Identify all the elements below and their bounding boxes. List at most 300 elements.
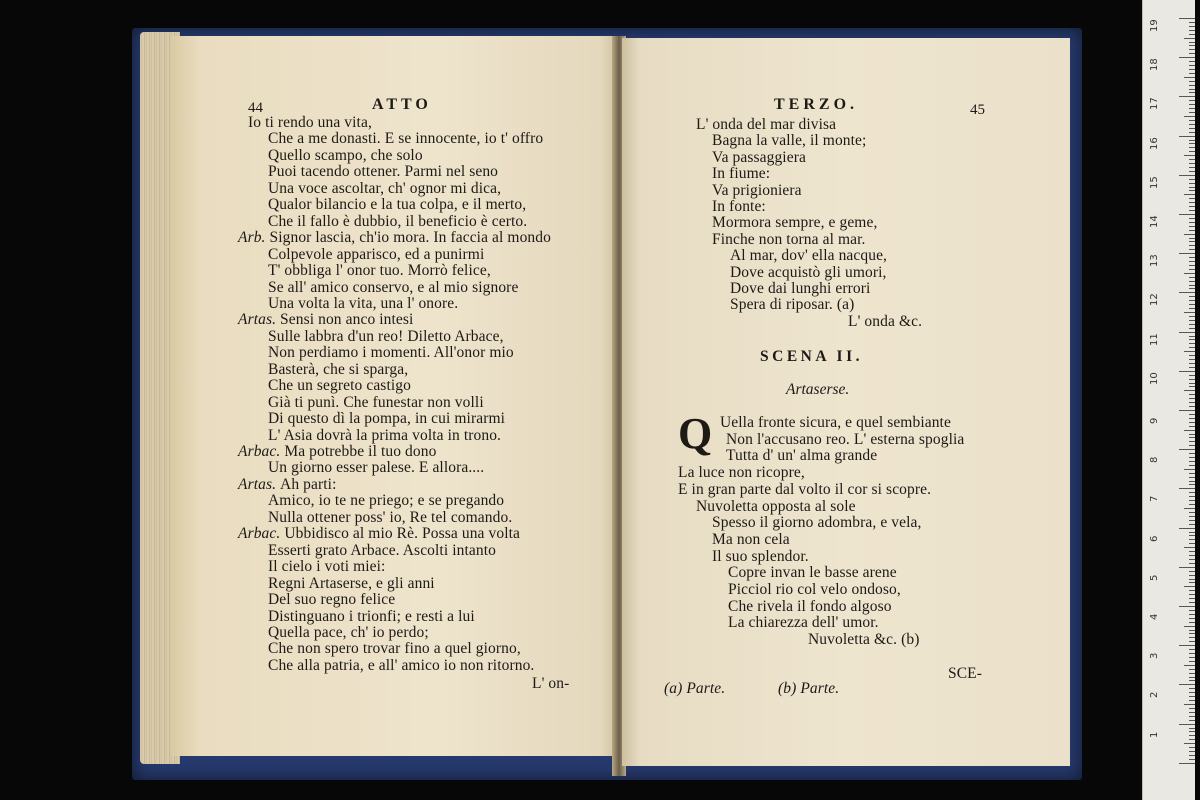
ruler-tick	[1189, 30, 1195, 31]
ruler-tick	[1184, 116, 1195, 117]
verse-text: Distinguano i trionfi; e resti a lui	[268, 607, 475, 625]
verse-text: Se all' amico conservo, e al mio signore	[268, 278, 519, 296]
verse-text: Che non spero trovar fino a quel giorno,	[268, 640, 521, 658]
right-running-header: TERZO.	[774, 96, 859, 113]
aria-line: Va passaggiera	[712, 148, 806, 166]
ruler-tick	[1189, 481, 1195, 482]
ruler-tick	[1189, 559, 1195, 560]
ruler-tick	[1179, 175, 1195, 176]
ruler-tick	[1189, 477, 1195, 478]
speaker-label: Artas.	[238, 311, 281, 329]
left-text-line	[268, 296, 458, 312]
left-catchword: L' on-	[532, 675, 570, 692]
ruler-tick	[1189, 755, 1195, 756]
aria-line: Al mar, dov' ella nacque,	[730, 247, 888, 265]
ruler-tick	[1189, 265, 1195, 266]
aria-line: In fiume:	[712, 165, 771, 183]
left-text-line	[268, 411, 505, 427]
ruler-tick	[1189, 112, 1195, 113]
left-text-line	[268, 493, 504, 509]
ruler-tick	[1179, 763, 1195, 764]
ruler-tick	[1189, 187, 1195, 188]
ruler-tick	[1189, 179, 1195, 180]
ruler-tick	[1189, 673, 1195, 674]
ruler-tick	[1189, 582, 1195, 583]
left-text-line	[238, 526, 520, 542]
scene-line: Ma non cela	[712, 530, 790, 548]
ruler-tick	[1189, 171, 1195, 172]
verse-text: Una voce ascoltar, ch' ognor mi dica,	[268, 179, 502, 197]
ruler-number: 2	[1149, 692, 1160, 699]
ruler-tick	[1189, 575, 1195, 576]
verse-text: Quello scampo, che solo	[268, 146, 423, 164]
ruler-tick	[1179, 96, 1195, 97]
ruler-number: 6	[1149, 535, 1160, 542]
ruler-tick	[1189, 543, 1195, 544]
ruler-tick	[1189, 143, 1195, 144]
ruler-tick	[1189, 140, 1195, 141]
ruler-tick	[1189, 398, 1195, 399]
left-text-line	[268, 625, 429, 641]
left-text-line	[238, 230, 551, 246]
ruler-tick	[1189, 563, 1195, 564]
left-text-line	[268, 345, 514, 361]
ruler-tick	[1189, 524, 1195, 525]
ruler-tick	[1189, 355, 1195, 356]
verse-text: Nulla ottener poss' io, Re tel comando.	[268, 508, 513, 526]
left-text-line	[268, 214, 527, 230]
left-page-number: 44	[248, 100, 263, 116]
left-text-line	[268, 576, 435, 592]
ruler-tick	[1189, 512, 1195, 513]
aria-line: L' onda del mar divisa	[696, 116, 837, 133]
ruler-tick	[1189, 61, 1195, 62]
ruler-tick	[1189, 151, 1195, 152]
ruler-tick	[1189, 492, 1195, 493]
ruler-tick	[1189, 281, 1195, 282]
ruler-tick	[1179, 18, 1195, 19]
ruler-tick	[1189, 300, 1195, 301]
left-text-line	[268, 131, 543, 147]
ruler-tick	[1189, 120, 1195, 121]
ruler-tick	[1189, 100, 1195, 101]
right-catchword: SCE-	[948, 665, 982, 682]
ruler-tick	[1189, 42, 1195, 43]
ruler-tick	[1189, 728, 1195, 729]
ruler-tick	[1179, 724, 1195, 725]
left-text-line	[268, 378, 411, 394]
ruler-tick	[1189, 328, 1195, 329]
ruler-tick	[1189, 688, 1195, 689]
left-text-line	[268, 592, 395, 608]
ruler-tick	[1189, 183, 1195, 184]
ruler-number: 13	[1149, 254, 1160, 268]
left-text-line	[248, 115, 372, 131]
ruler-tick	[1189, 347, 1195, 348]
ruler-tick	[1184, 273, 1195, 274]
verse-text: Del suo regno felice	[268, 591, 396, 609]
ruler-tick	[1179, 332, 1195, 333]
ruler-number: 1	[1149, 731, 1160, 738]
left-text-line	[268, 164, 498, 180]
ruler-tick	[1189, 751, 1195, 752]
ruler-tick	[1189, 257, 1195, 258]
ruler-tick	[1184, 743, 1195, 744]
scene-line: La chiarezza dell' umor.	[728, 614, 879, 632]
ruler-tick	[1189, 230, 1195, 231]
ruler-tick	[1189, 618, 1195, 619]
aria-line: Dove dai lunghi errori	[730, 280, 871, 297]
ruler-tick	[1189, 53, 1195, 54]
ruler-tick	[1189, 92, 1195, 93]
scene-line: Il suo splendor.	[712, 547, 809, 565]
ruler-tick	[1189, 163, 1195, 164]
ruler-tick	[1189, 641, 1195, 642]
ruler-tick	[1189, 45, 1195, 46]
left-text-line	[268, 609, 475, 625]
ruler-tick	[1184, 626, 1195, 627]
verse-text: Sensi non anco intesi	[280, 311, 414, 329]
ruler-tick	[1184, 390, 1195, 391]
ruler-tick	[1189, 747, 1195, 748]
ruler-tick	[1189, 712, 1195, 713]
scene-line: Copre invan le basse arene	[728, 564, 897, 582]
ruler-tick	[1189, 657, 1195, 658]
ruler-tick	[1179, 488, 1195, 489]
verse-text: T' obbliga l' onor tuo. Morrò felice,	[268, 262, 491, 280]
left-text-line	[238, 444, 436, 460]
ruler-number: 15	[1149, 176, 1160, 189]
ruler-tick	[1179, 57, 1195, 58]
aria-line: Mormora sempre, e geme,	[712, 214, 878, 232]
ruler-tick	[1189, 206, 1195, 207]
ruler-tick	[1189, 226, 1195, 227]
ruler-tick	[1189, 496, 1195, 497]
left-text-line	[268, 148, 423, 164]
ruler-tick	[1189, 426, 1195, 427]
ruler-tick	[1189, 324, 1195, 325]
right-page	[622, 38, 1070, 766]
aria-line: Bagna la valle, il monte;	[712, 132, 867, 150]
left-text-line	[268, 362, 408, 378]
scene-title: SCENA II.	[760, 348, 863, 365]
ruler-tick	[1189, 296, 1195, 297]
ruler-tick	[1189, 210, 1195, 211]
ruler-tick	[1189, 49, 1195, 50]
ruler-tick	[1189, 198, 1195, 199]
left-running-header: ATTO	[372, 96, 432, 113]
aria-line: Dove acquistò gli umori,	[730, 263, 887, 281]
ruler-tick	[1189, 285, 1195, 286]
left-text-line	[238, 312, 413, 328]
ruler-tick	[1189, 316, 1195, 317]
left-text-line	[268, 329, 504, 345]
verse-text: Che alla patria, e all' amico io non ritorno.	[268, 656, 535, 674]
left-text-line	[268, 658, 534, 674]
ruler-tick	[1189, 104, 1195, 105]
ruler-tick	[1189, 261, 1195, 262]
verse-text: Non perdiamo i momenti. All'onor mio	[268, 344, 514, 362]
ruler-tick	[1179, 371, 1195, 372]
ruler-number: 18	[1149, 58, 1160, 72]
ruler-tick	[1189, 473, 1195, 474]
ruler-tick	[1189, 649, 1195, 650]
left-text-line	[238, 477, 336, 493]
ruler-tick	[1189, 414, 1195, 415]
ruler-tick	[1189, 555, 1195, 556]
ruler-tick	[1179, 292, 1195, 293]
left-text-line	[268, 280, 518, 296]
verse-text: Amico, io te ne priego; e se pregando	[268, 492, 505, 510]
ruler-tick	[1189, 73, 1195, 74]
ruler-tick	[1189, 739, 1195, 740]
ruler-tick	[1189, 445, 1195, 446]
ruler-tick	[1184, 234, 1195, 235]
ruler-tick	[1189, 367, 1195, 368]
ruler-tick	[1189, 202, 1195, 203]
ruler-tick	[1189, 89, 1195, 90]
measurement-ruler	[1142, 0, 1195, 800]
speaker-label: Arb.	[238, 229, 270, 247]
ruler-tick	[1189, 383, 1195, 384]
ruler-tick	[1189, 579, 1195, 580]
ruler-tick	[1189, 696, 1195, 697]
verse-text: Che il fallo è dubbio, il beneficio è certo.	[268, 212, 528, 230]
aria-line: Va prigioniera	[712, 181, 802, 199]
ruler-number: 19	[1149, 19, 1160, 32]
ruler-number: 3	[1149, 652, 1160, 660]
verse-text: Di questo dì la pompa, in cui mirarmi	[268, 410, 506, 428]
ruler-tick	[1189, 731, 1195, 732]
ruler-tick	[1189, 465, 1195, 466]
ruler-tick	[1189, 453, 1195, 454]
ruler-tick	[1189, 720, 1195, 721]
speaker-label: Arbac.	[238, 525, 285, 543]
verse-text: Un giorno esser palese. E allora....	[268, 459, 485, 477]
ruler-tick	[1189, 304, 1195, 305]
left-text-line	[268, 559, 385, 575]
verse-text: Qualor bilancio e la tua colpa, e il merto,	[268, 196, 527, 214]
ruler-tick	[1179, 136, 1195, 137]
verse-text: Già ti punì. Che funestar non volli	[268, 393, 484, 411]
left-text-line	[268, 543, 496, 559]
ruler-number: 4	[1149, 613, 1160, 620]
ruler-tick	[1184, 312, 1195, 313]
verse-text: Esserti grato Arbace. Ascolti intanto	[268, 541, 496, 559]
ruler-tick	[1179, 528, 1195, 529]
ruler-tick	[1184, 351, 1195, 352]
ruler-tick	[1189, 551, 1195, 552]
ruler-tick	[1179, 645, 1195, 646]
ruler-tick	[1184, 665, 1195, 666]
ruler-tick	[1179, 449, 1195, 450]
ruler-tick	[1189, 34, 1195, 35]
ruler-tick	[1189, 124, 1195, 125]
ruler-number: 8	[1149, 456, 1160, 464]
left-page	[170, 36, 618, 756]
ruler-tick	[1189, 418, 1195, 419]
ruler-tick	[1189, 484, 1195, 485]
ruler-tick	[1189, 336, 1195, 337]
ruler-tick	[1179, 410, 1195, 411]
ruler-tick	[1184, 194, 1195, 195]
ruler-tick	[1189, 680, 1195, 681]
ruler-tick	[1189, 108, 1195, 109]
ruler-tick	[1184, 430, 1195, 431]
ruler-tick	[1189, 238, 1195, 239]
ruler-number: 12	[1149, 293, 1160, 307]
ruler-tick	[1189, 65, 1195, 66]
left-text-line	[268, 263, 491, 279]
scene-character: Artaserse.	[786, 381, 850, 398]
ruler-tick	[1184, 155, 1195, 156]
scene-line: La luce non ricopre,	[678, 464, 805, 482]
ruler-tick	[1189, 661, 1195, 662]
verse-text: Puoi tacendo ottener. Parmi nel seno	[268, 163, 499, 181]
ruler-number: 9	[1149, 417, 1160, 424]
verse-text: Quella pace, ch' io perdo;	[268, 623, 429, 641]
ruler-number: 11	[1149, 332, 1160, 346]
ruler-tick	[1189, 386, 1195, 387]
ruler-tick	[1189, 22, 1195, 23]
ruler-tick	[1189, 571, 1195, 572]
footnote-a: (a) Parte.	[664, 680, 726, 697]
ruler-tick	[1189, 320, 1195, 321]
ruler-tick	[1189, 516, 1195, 517]
ruler-tick	[1189, 614, 1195, 615]
verse-text: Colpevole apparisco, ed a punirmi	[268, 245, 485, 263]
ruler-tick	[1189, 437, 1195, 438]
left-text-line	[268, 395, 484, 411]
ruler-tick	[1189, 26, 1195, 27]
scene-line: Non l'accusano reo. L' esterna spoglia	[726, 430, 965, 448]
verse-text: Signor lascia, ch'io mora. In faccia al mondo	[269, 229, 551, 247]
ruler-tick	[1184, 704, 1195, 705]
ruler-tick	[1179, 567, 1195, 568]
left-text-line	[268, 428, 501, 444]
ruler-tick	[1189, 269, 1195, 270]
ruler-tick	[1189, 708, 1195, 709]
ruler-tick	[1189, 461, 1195, 462]
ruler-tick	[1189, 457, 1195, 458]
ruler-number: 16	[1149, 136, 1160, 150]
left-text-line	[268, 181, 501, 197]
scene-line: Nuvoletta opposta al sole	[696, 497, 856, 515]
ruler-tick	[1179, 214, 1195, 215]
ruler-tick	[1189, 610, 1195, 611]
ruler-tick	[1184, 38, 1195, 39]
ruler-tick	[1179, 253, 1195, 254]
ruler-tick	[1189, 190, 1195, 191]
ruler-tick	[1189, 700, 1195, 701]
aria-line: Finche non torna al mar.	[712, 230, 866, 248]
left-text-line	[268, 197, 526, 213]
ruler-tick	[1189, 637, 1195, 638]
ruler-number: 7	[1149, 496, 1160, 503]
verse-text: Basterà, che si sparga,	[268, 360, 409, 378]
ruler-tick	[1189, 363, 1195, 364]
ruler-tick	[1189, 434, 1195, 435]
aria-line: In fonte:	[712, 198, 766, 215]
ruler-tick	[1189, 441, 1195, 442]
ruler-tick	[1189, 539, 1195, 540]
scene-line: Uella fronte sicura, e quel sembiante	[720, 414, 951, 431]
ruler-tick	[1189, 218, 1195, 219]
scene-line: Che rivela il fondo algoso	[728, 597, 892, 615]
ruler-tick	[1189, 692, 1195, 693]
verse-text: Che un segreto castigo	[268, 377, 411, 395]
ruler-tick	[1189, 339, 1195, 340]
aria-line: L' onda &c.	[848, 312, 923, 330]
ruler-tick	[1189, 669, 1195, 670]
ruler-tick	[1189, 406, 1195, 407]
ruler-tick	[1189, 402, 1195, 403]
ruler-tick	[1189, 394, 1195, 395]
ruler-number: 14	[1149, 215, 1160, 228]
verse-text: L' Asia dovrà la prima volta in trono.	[268, 426, 502, 444]
ruler-tick	[1189, 602, 1195, 603]
left-text-line	[268, 247, 484, 263]
ruler-number: 5	[1149, 574, 1160, 581]
ruler-tick	[1189, 277, 1195, 278]
ruler-tick	[1189, 735, 1195, 736]
verse-text: Sulle labbra d'un reo! Diletto Arbace,	[268, 327, 504, 345]
ruler-tick	[1189, 759, 1195, 760]
ruler-tick	[1189, 245, 1195, 246]
ruler-tick	[1189, 132, 1195, 133]
ruler-tick	[1179, 606, 1195, 607]
ruler-tick	[1189, 308, 1195, 309]
ruler-tick	[1189, 653, 1195, 654]
ruler-tick	[1184, 77, 1195, 78]
ruler-tick	[1184, 469, 1195, 470]
verse-text: Una volta la vita, una l' onore.	[268, 294, 459, 312]
ruler-tick	[1189, 249, 1195, 250]
right-page-number: 45	[970, 102, 985, 118]
ruler-tick	[1189, 594, 1195, 595]
ruler-tick	[1189, 520, 1195, 521]
ruler-tick	[1189, 500, 1195, 501]
verse-text: Ubbidisco al mio Rè. Possa una volta	[284, 525, 520, 543]
ruler-tick	[1189, 167, 1195, 168]
ruler-tick	[1189, 128, 1195, 129]
ruler-tick	[1189, 81, 1195, 82]
scene-line: Nuvoletta &c. (b)	[808, 631, 920, 649]
speaker-label: Arbac.	[238, 443, 285, 460]
ruler-tick	[1189, 375, 1195, 376]
verse-text: Io ti rendo una vita,	[248, 114, 372, 131]
ruler-tick	[1189, 598, 1195, 599]
ruler-tick	[1189, 622, 1195, 623]
ruler-tick	[1189, 222, 1195, 223]
ruler-tick	[1189, 343, 1195, 344]
ruler-tick	[1189, 379, 1195, 380]
scene-line: Spesso il giorno adombra, e vela,	[712, 514, 922, 532]
ruler-tick	[1189, 630, 1195, 631]
left-text-line	[268, 460, 484, 476]
ruler-tick	[1189, 85, 1195, 86]
ruler-tick	[1189, 504, 1195, 505]
ruler-tick	[1189, 633, 1195, 634]
scene-line: Picciol rio col velo ondoso,	[728, 581, 901, 598]
ruler-tick	[1189, 716, 1195, 717]
ruler-tick	[1189, 288, 1195, 289]
speaker-label: Artas.	[238, 475, 281, 493]
verse-text: Che a me donasti. E se innocente, io t' offro	[268, 130, 544, 148]
ruler-tick	[1189, 535, 1195, 536]
ruler-number: 17	[1149, 97, 1160, 111]
ruler-tick	[1189, 590, 1195, 591]
